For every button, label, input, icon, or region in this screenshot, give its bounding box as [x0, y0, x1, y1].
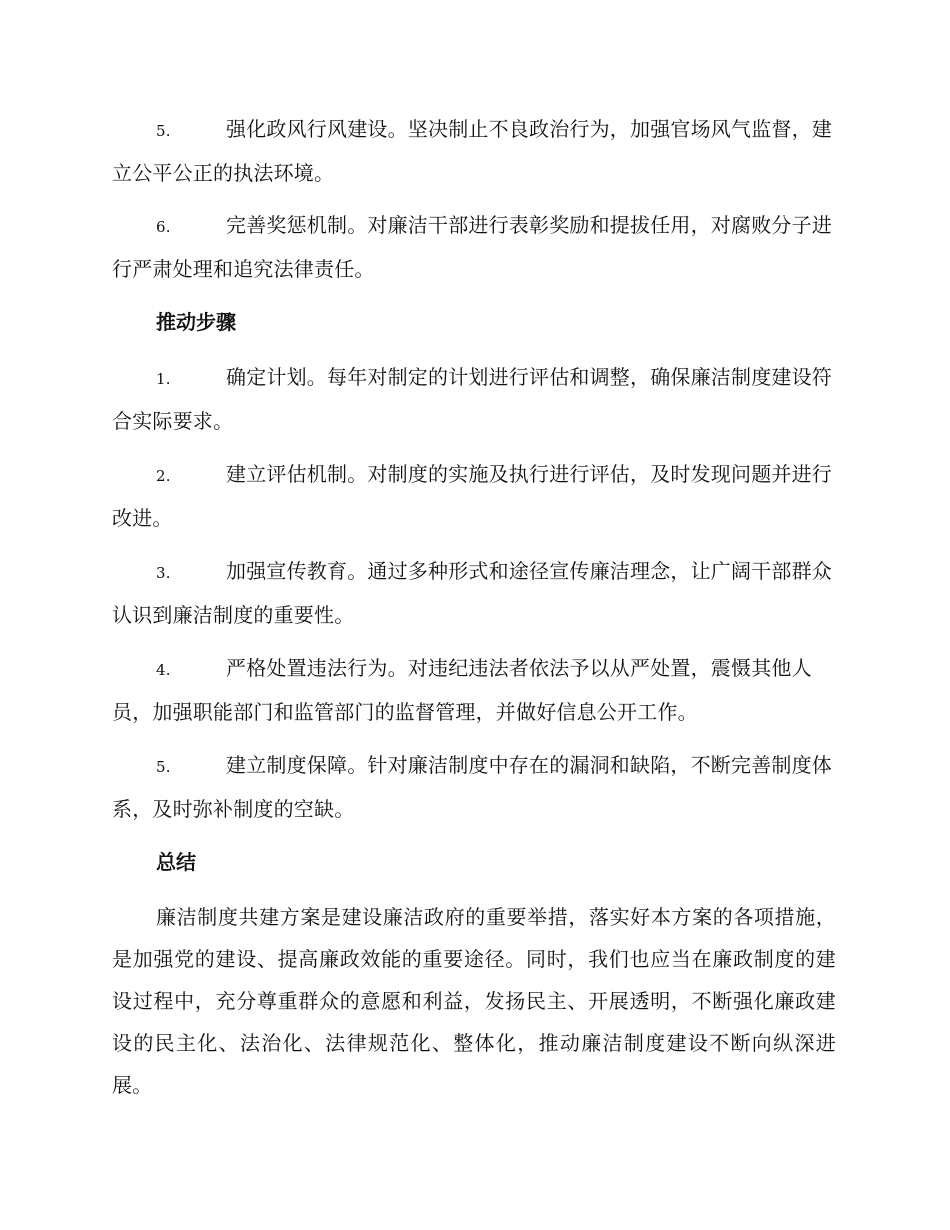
summary-paragraph: 廉洁制度共建方案是建设廉洁政府的重要举措，落实好本方案的各项措施，是加强党的建设、提高廉政效能的重要途径。同时，我们也应当在廉政制度的建设过程中，充分尊重群众的意愿和利益，发扬民主、开展透明，不断强化廉政建设的民主化、法治化、法律规范化、整体化，推动廉洁制度建设不断向纵深进展。 — [112, 905, 836, 1097]
section-heading-summary: 总结 — [156, 850, 196, 874]
list-text: 确定计划。每年对制定的计划进行评估和调整，确保廉洁制度建设符合实际要求。 — [112, 365, 832, 433]
list-item — [112, 647, 836, 733]
list-item — [112, 744, 836, 830]
list-item — [112, 453, 836, 539]
list-item — [112, 550, 836, 636]
list-number: 3. — [156, 564, 171, 582]
list-text: 强化政风行风建设。坚决制止不良政治行为，加强官场风气监督，建立公平公正的执法环境。 — [112, 117, 832, 185]
list-item — [112, 356, 836, 442]
section-heading-steps: 推动步骤 — [156, 310, 236, 334]
list-number: 6. — [156, 218, 171, 236]
list-item — [112, 204, 836, 290]
list-number: 1. — [156, 370, 171, 388]
list-number: 5. — [156, 758, 171, 776]
list-text: 建立评估机制。对制度的实施及执行进行评估，及时发现问题并进行改进。 — [112, 462, 832, 530]
list-number: 5. — [156, 122, 171, 140]
list-text: 加强宣传教育。通过多种形式和途径宣传廉洁理念，让广阔干部群众认识到廉洁制度的重要性。 — [112, 559, 832, 627]
list-item — [112, 108, 836, 194]
list-text: 建立制度保障。针对廉洁制度中存在的漏洞和缺陷，不断完善制度体系，及时弥补制度的空缺。 — [112, 753, 832, 821]
list-number: 4. — [156, 661, 171, 679]
list-text: 完善奖惩机制。对廉洁干部进行表彰奖励和提拔任用，对腐败分子进行严肃处理和追究法律责任。 — [112, 213, 832, 281]
list-text: 严格处置违法行为。对违纪违法者依法予以从严处置，震慑其他人员，加强职能部门和监管部门的监督管理，并做好信息公开工作。 — [112, 656, 812, 724]
list-number: 2. — [156, 467, 171, 485]
